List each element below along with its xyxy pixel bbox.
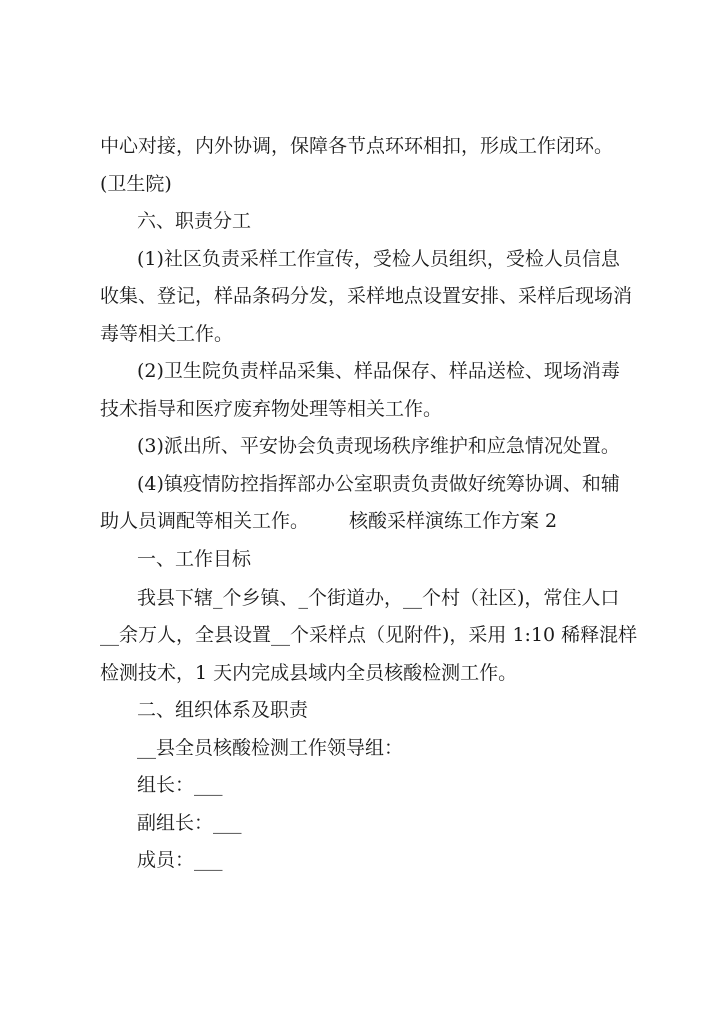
section-heading: 一、工作目标 [137,548,252,570]
text-line: (1)社区负责采样工作宣传，受检人员组织，受检人员信息 [137,248,620,270]
text-line: (4)镇疫情防控指挥部办公室职责负责做好统筹协调、和辅 [137,473,620,495]
text-line: 组长：___ [137,774,223,796]
text-line: 检测技术，1 天内完成县域内全员核酸检测工作。 [100,662,518,684]
text-line: 收集、登记，样品条码分发，采样地点设置安排、采样后现场消 [100,285,633,307]
text-line: __县全员核酸检测工作领导组： [137,737,404,759]
document-title: 核酸采样演练工作方案 2 [349,510,558,532]
text-line: __余万人，全县设置__个采样点（见附件)，采用 1:10 稀释混样 [100,624,638,646]
text-line [100,509,557,533]
text-line: 副组长：___ [137,812,242,834]
section-heading: 二、组织体系及职责 [137,699,309,721]
text-line: (卫生院) [100,173,172,195]
text-segment: 助人员调配等相关工作。 [100,510,310,532]
text-line: 我县下辖_个乡镇、_个街道办，__个村（社区)，常住人口 [137,587,620,609]
text-line: 技术指导和医疗废弃物处理等相关工作。 [100,398,443,420]
text-line: (2)卫生院负责样品采集、样品保存、样品送检、现场消毒 [137,360,620,382]
text-line: 毒等相关工作。 [100,323,234,345]
text-line: 成员：___ [137,849,223,871]
text-line: 中心对接，内外协调，保障各节点环环相扣，形成工作闭环。 [100,135,614,157]
text-line: (3)派出所、平安协会负责现场秩序维护和应急情况处置。 [137,435,620,457]
section-heading: 六、职责分工 [137,210,252,232]
